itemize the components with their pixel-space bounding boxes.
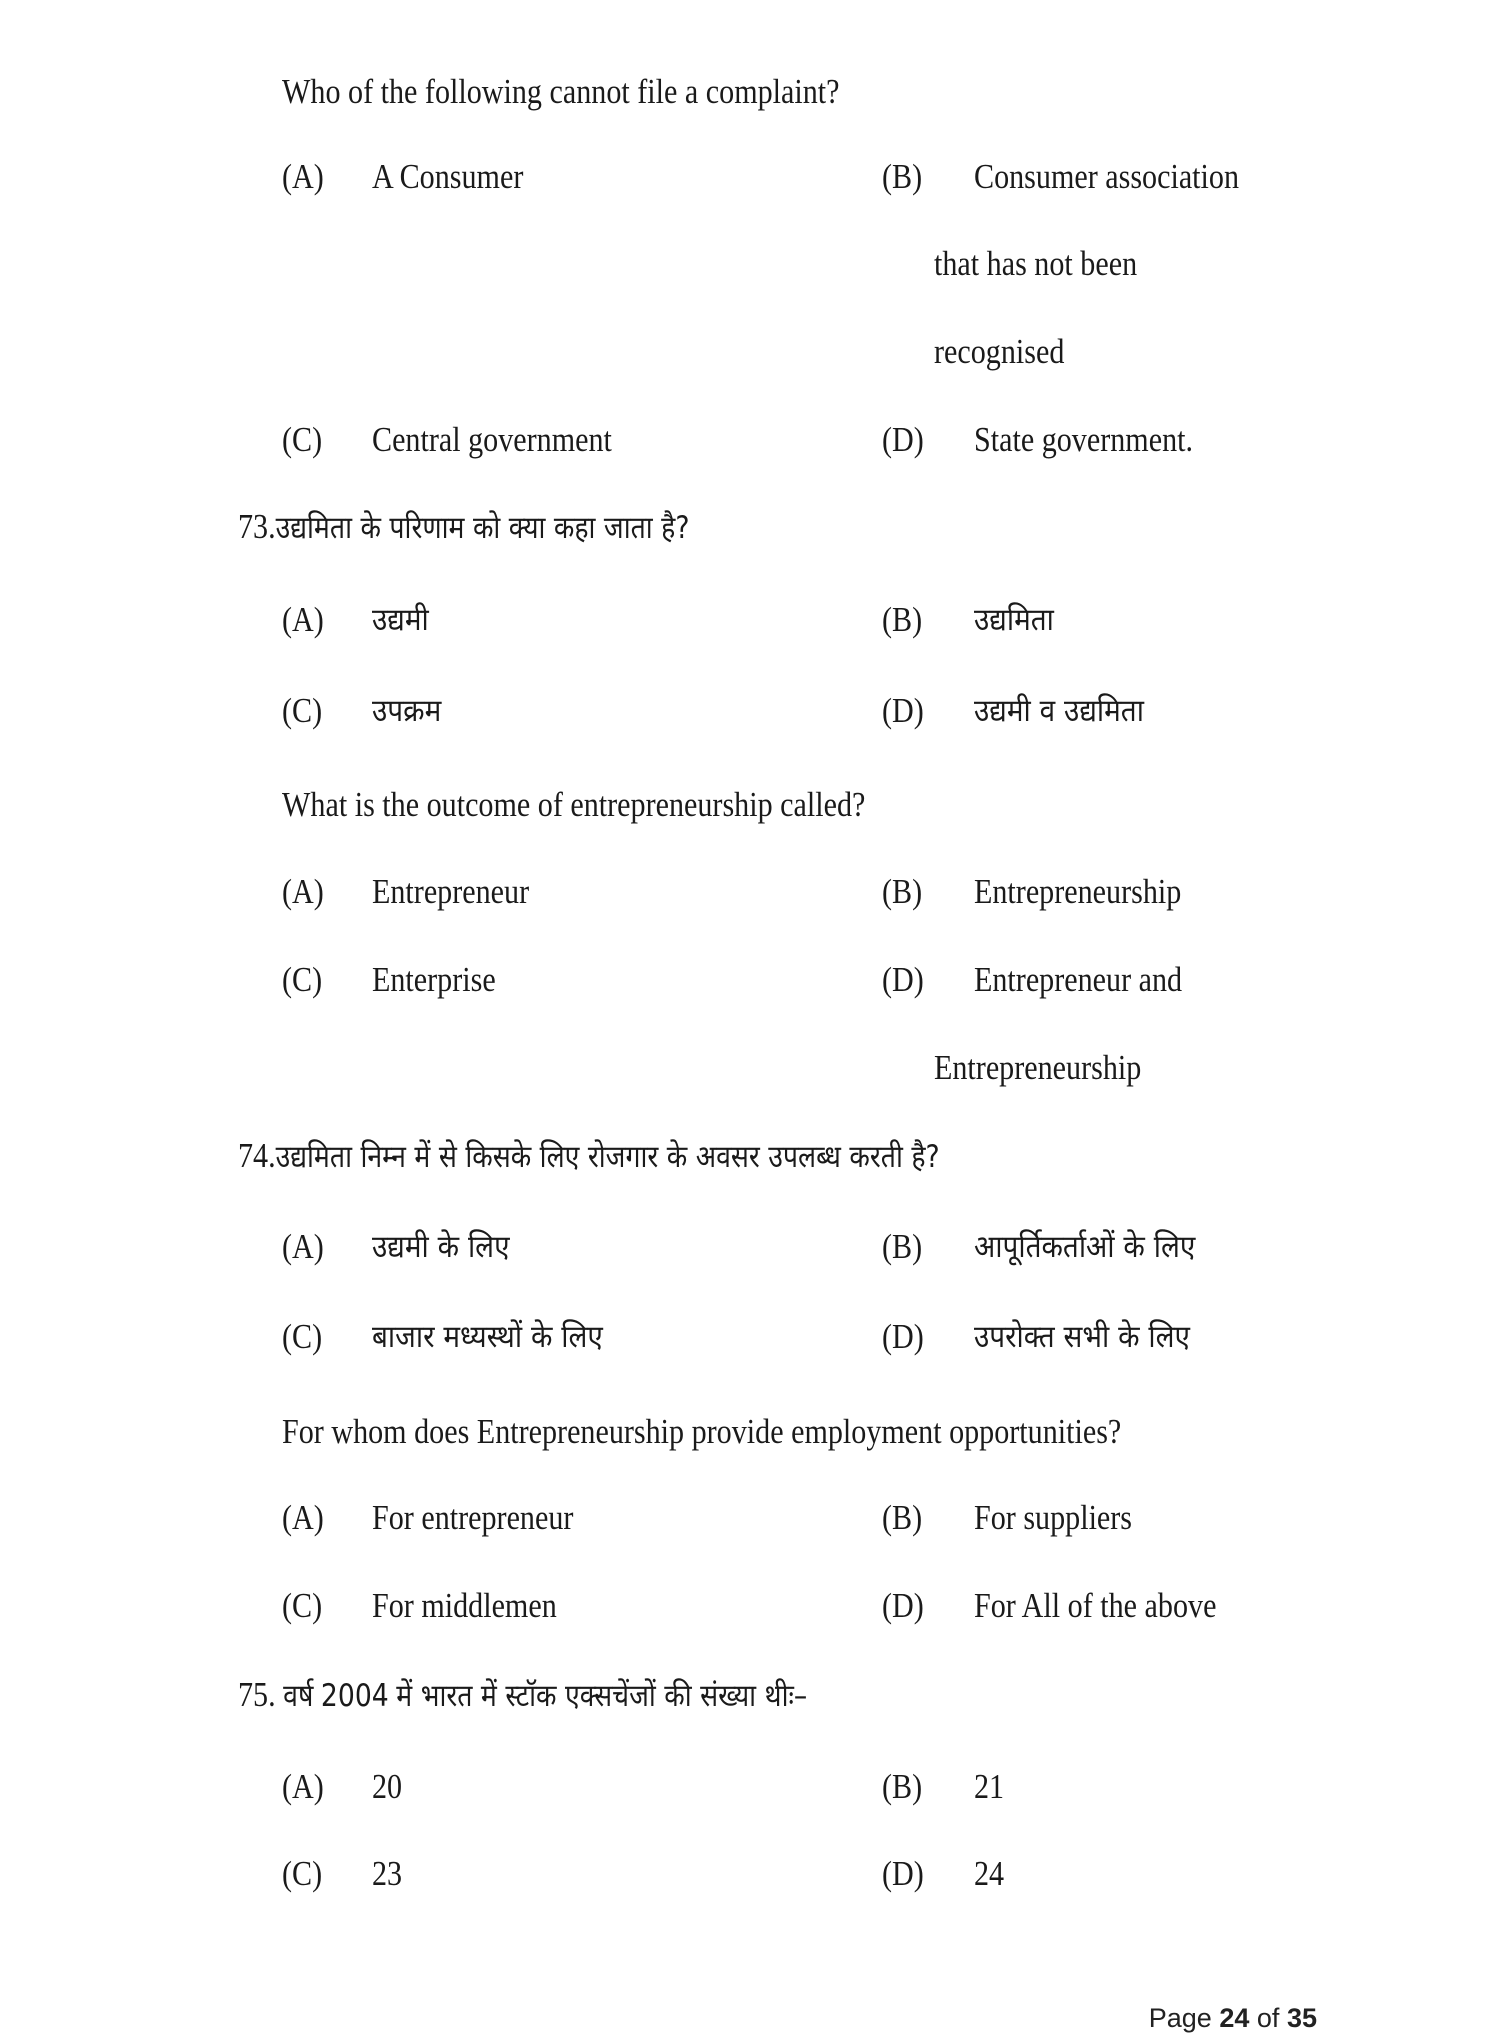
option-c-text: बाजार मध्यस्थों के लिए (372, 1319, 603, 1355)
option-d-label: (D) (882, 960, 924, 999)
option-c-label: (C) (282, 420, 323, 459)
option-b-text: For suppliers (974, 1498, 1133, 1537)
option-b-text: Entrepreneurship (974, 872, 1182, 911)
option-b-text: आपूर्तिकर्ताओं के लिए (974, 1229, 1196, 1265)
option-a-label: (A) (282, 157, 324, 196)
option-a-label: (A) (282, 600, 324, 639)
option-d-text-line2: Entrepreneurship (934, 1048, 1142, 1087)
option-c-text: उपक्रम (372, 693, 442, 729)
question-75-year: 2004 (320, 1678, 389, 1714)
option-b-text: 21 (974, 1767, 1005, 1806)
question-number: 73. (238, 507, 276, 546)
option-a-text: उद्यमी (372, 602, 429, 638)
page-current: 24 (1219, 2003, 1250, 2033)
page-total: 35 (1286, 2003, 1317, 2033)
option-a-text: उद्यमी के लिए (372, 1229, 510, 1265)
option-b-label: (B) (882, 157, 923, 196)
option-c-text: Central government (372, 420, 612, 459)
option-a-text: 20 (372, 1767, 403, 1806)
option-b-label: (B) (882, 872, 923, 911)
question-75-text-hi-pre: वर्ष (283, 1678, 314, 1714)
option-c-label: (C) (282, 960, 323, 999)
question-73 (238, 505, 690, 550)
option-a-label: (A) (282, 1767, 324, 1806)
option-d-text: For All of the above (974, 1586, 1217, 1625)
option-a-label: (A) (282, 1498, 324, 1537)
option-a-text: Entrepreneur (372, 872, 530, 911)
option-c-label: (C) (282, 1854, 323, 1893)
option-c-text: Enterprise (372, 960, 496, 999)
option-b-label: (B) (882, 1498, 923, 1537)
option-a-text: A Consumer (372, 157, 524, 196)
option-b-label: (B) (882, 600, 923, 639)
question-72-text-en: Who of the following cannot file a complaint? (282, 72, 840, 111)
option-c-text: For middlemen (372, 1586, 557, 1625)
option-d-label: (D) (882, 420, 924, 459)
question-74 (238, 1134, 940, 1179)
option-b-text: Consumer association (974, 157, 1240, 196)
page-prefix: Page (1148, 2003, 1212, 2033)
question-75-text-hi-post: में भारत में स्टॉक एक्सचेंजों की संख्या थीः– (396, 1678, 808, 1714)
option-c-text: 23 (372, 1854, 403, 1893)
option-b-label: (B) (882, 1227, 923, 1266)
option-d-text: उपरोक्त सभी के लिए (974, 1319, 1190, 1355)
option-b-text: उद्यमिता (974, 602, 1054, 638)
option-d-text: Entrepreneur and (974, 960, 1183, 999)
option-d-text: State government. (974, 420, 1194, 459)
option-c-label: (C) (282, 1317, 323, 1356)
question-number: 75. (238, 1675, 276, 1714)
option-d-text: 24 (974, 1854, 1005, 1893)
option-b-text-line2: that has not been (934, 244, 1138, 283)
question-73-text-en: What is the outcome of entrepreneurship called? (282, 785, 866, 824)
page-of: of (1256, 2003, 1280, 2033)
question-74-text-hi: उद्यमिता निम्न में से किसके लिए रोजगार के अवसर उपलब्ध करती है? (275, 1139, 940, 1175)
question-75 (238, 1673, 807, 1718)
option-c-label: (C) (282, 691, 323, 730)
option-d-label: (D) (882, 691, 924, 730)
option-b-text-line3: recognised (934, 332, 1065, 371)
option-d-label: (D) (882, 1586, 924, 1625)
option-d-label: (D) (882, 1317, 924, 1356)
option-d-label: (D) (882, 1854, 924, 1893)
question-73-text-hi: उद्यमिता के परिणाम को क्या कहा जाता है? (275, 510, 690, 546)
option-d-text: उद्यमी व उद्यमिता (974, 693, 1144, 729)
option-a-label: (A) (282, 872, 324, 911)
page-number (1149, 2002, 1317, 2034)
question-74-text-en: For whom does Entrepreneurship provide employment opportunities? (282, 1412, 1122, 1451)
option-c-label: (C) (282, 1586, 323, 1625)
option-a-label: (A) (282, 1227, 324, 1266)
question-number: 74. (238, 1136, 276, 1175)
option-a-text: For entrepreneur (372, 1498, 574, 1537)
option-b-label: (B) (882, 1767, 923, 1806)
